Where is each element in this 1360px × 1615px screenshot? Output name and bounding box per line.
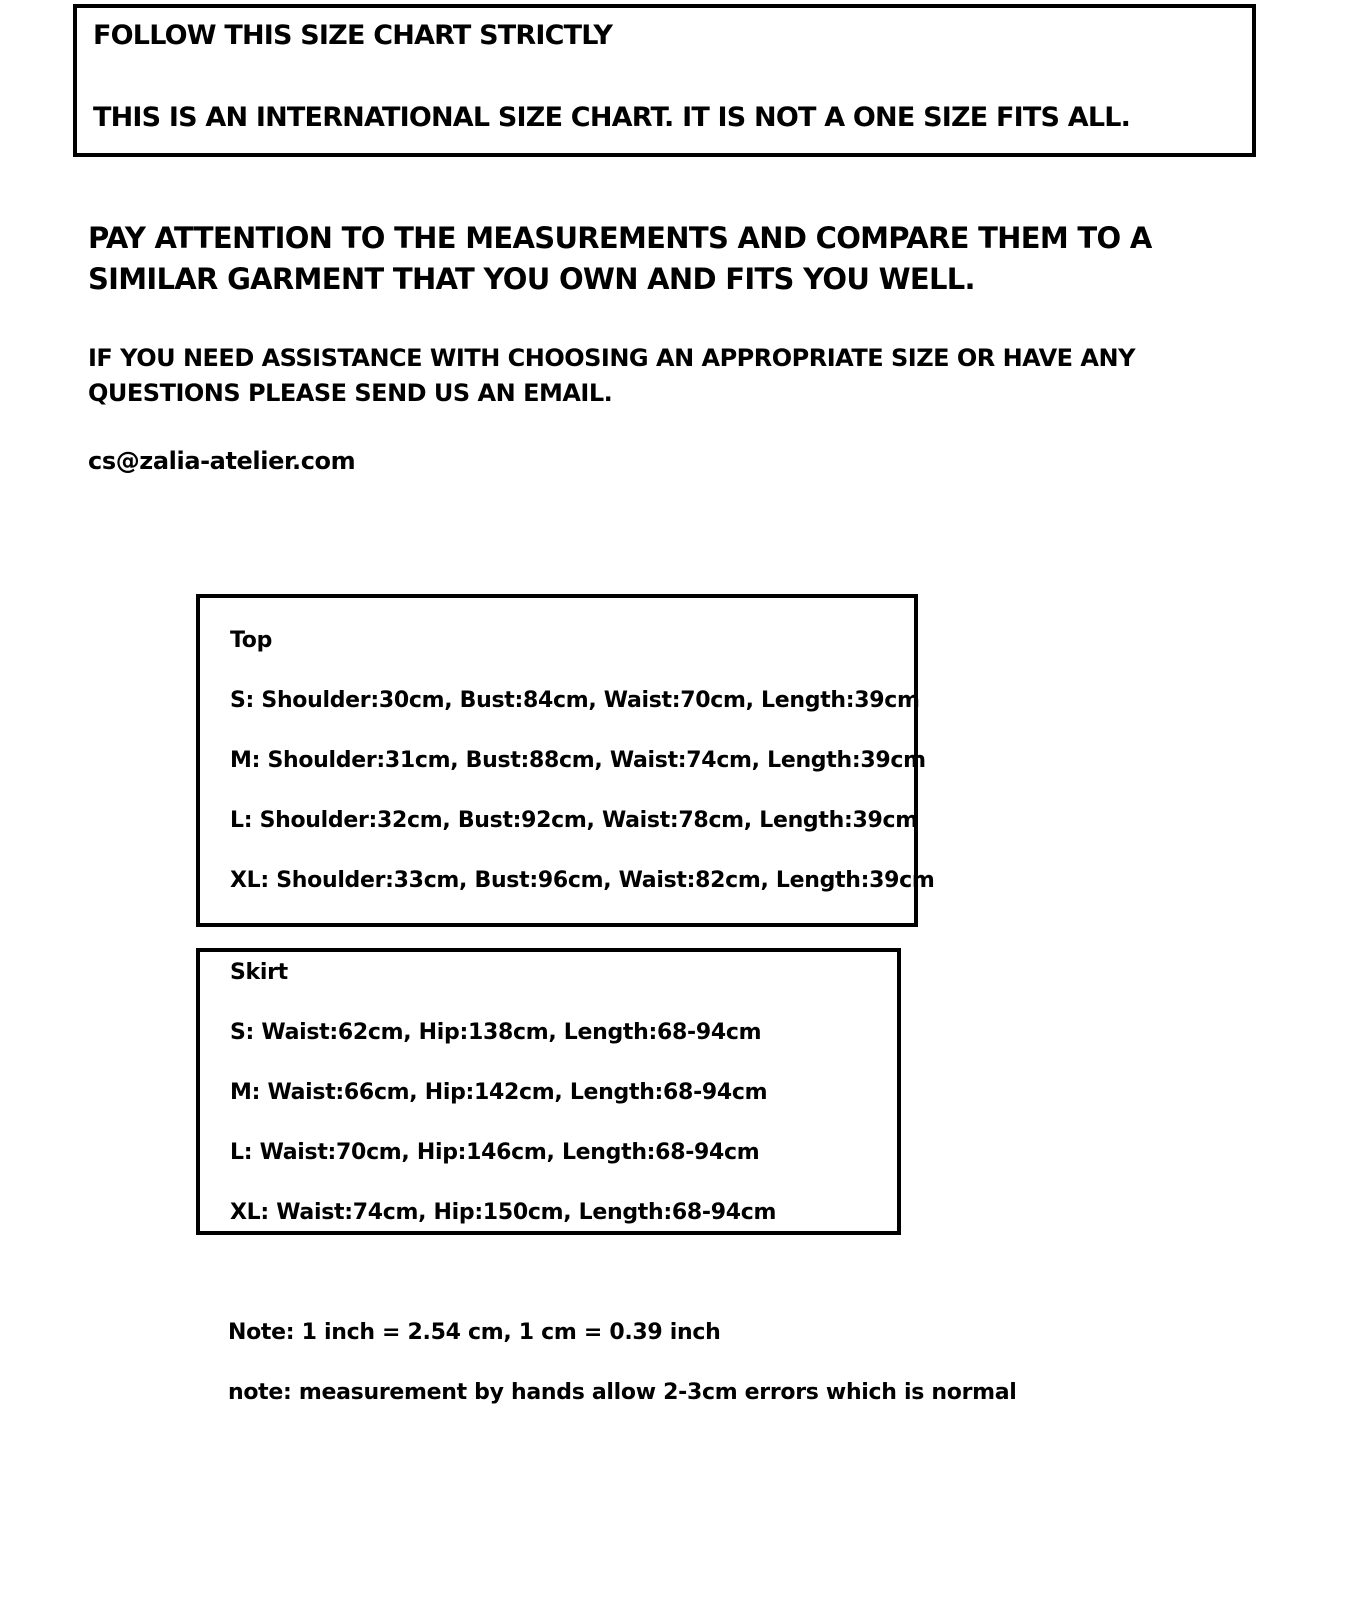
skirt-size-box [196, 948, 901, 1235]
conversion-note: Note: 1 inch = 2.54 cm, 1 cm = 0.39 inch [228, 1320, 721, 1345]
top-title: Top [230, 628, 273, 653]
top-size-row-s: S: Shoulder:30cm, Bust:84cm, Waist:70cm, Length:39cm [230, 688, 920, 713]
assistance-line-1: IF YOU NEED ASSISTANCE WITH CHOOSING AN APPROPRIATE SIZE OR HAVE ANY [88, 344, 1135, 372]
skirt-title: Skirt [230, 960, 288, 985]
header-strict-notice: FOLLOW THIS SIZE CHART STRICTLY [93, 20, 613, 51]
skirt-size-row-m: M: Waist:66cm, Hip:142cm, Length:68-94cm [230, 1080, 768, 1105]
skirt-size-row-l: L: Waist:70cm, Hip:146cm, Length:68-94cm [230, 1140, 760, 1165]
top-size-row-xl: XL: Shoulder:33cm, Bust:96cm, Waist:82cm, Length:39cm [230, 868, 935, 893]
assistance-line-2: QUESTIONS PLEASE SEND US AN EMAIL. [88, 379, 613, 407]
top-size-row-l: L: Shoulder:32cm, Bust:92cm, Waist:78cm, Length:39cm [230, 808, 918, 833]
tolerance-note: note: measurement by hands allow 2-3cm errors which is normal [228, 1380, 1017, 1405]
contact-email[interactable]: cs@zalia-atelier.com [88, 447, 356, 475]
top-size-box [196, 594, 935, 927]
skirt-size-row-xl: XL: Waist:74cm, Hip:150cm, Length:68-94cm [230, 1200, 777, 1225]
attention-line-1: PAY ATTENTION TO THE MEASUREMENTS AND COMPARE THEM TO A [88, 221, 1152, 255]
top-size-row-m: M: Shoulder:31cm, Bust:88cm, Waist:74cm, Length:39cm [230, 748, 926, 773]
assistance-paragraph [88, 341, 1135, 411]
header-international-notice: THIS IS AN INTERNATIONAL SIZE CHART. IT IS NOT A ONE SIZE FITS ALL. [93, 102, 1131, 133]
header-box [73, 4, 1256, 157]
attention-paragraph [88, 218, 1152, 300]
attention-line-2: SIMILAR GARMENT THAT YOU OWN AND FITS YOU WELL. [88, 262, 975, 296]
skirt-size-row-s: S: Waist:62cm, Hip:138cm, Length:68-94cm [230, 1020, 762, 1045]
